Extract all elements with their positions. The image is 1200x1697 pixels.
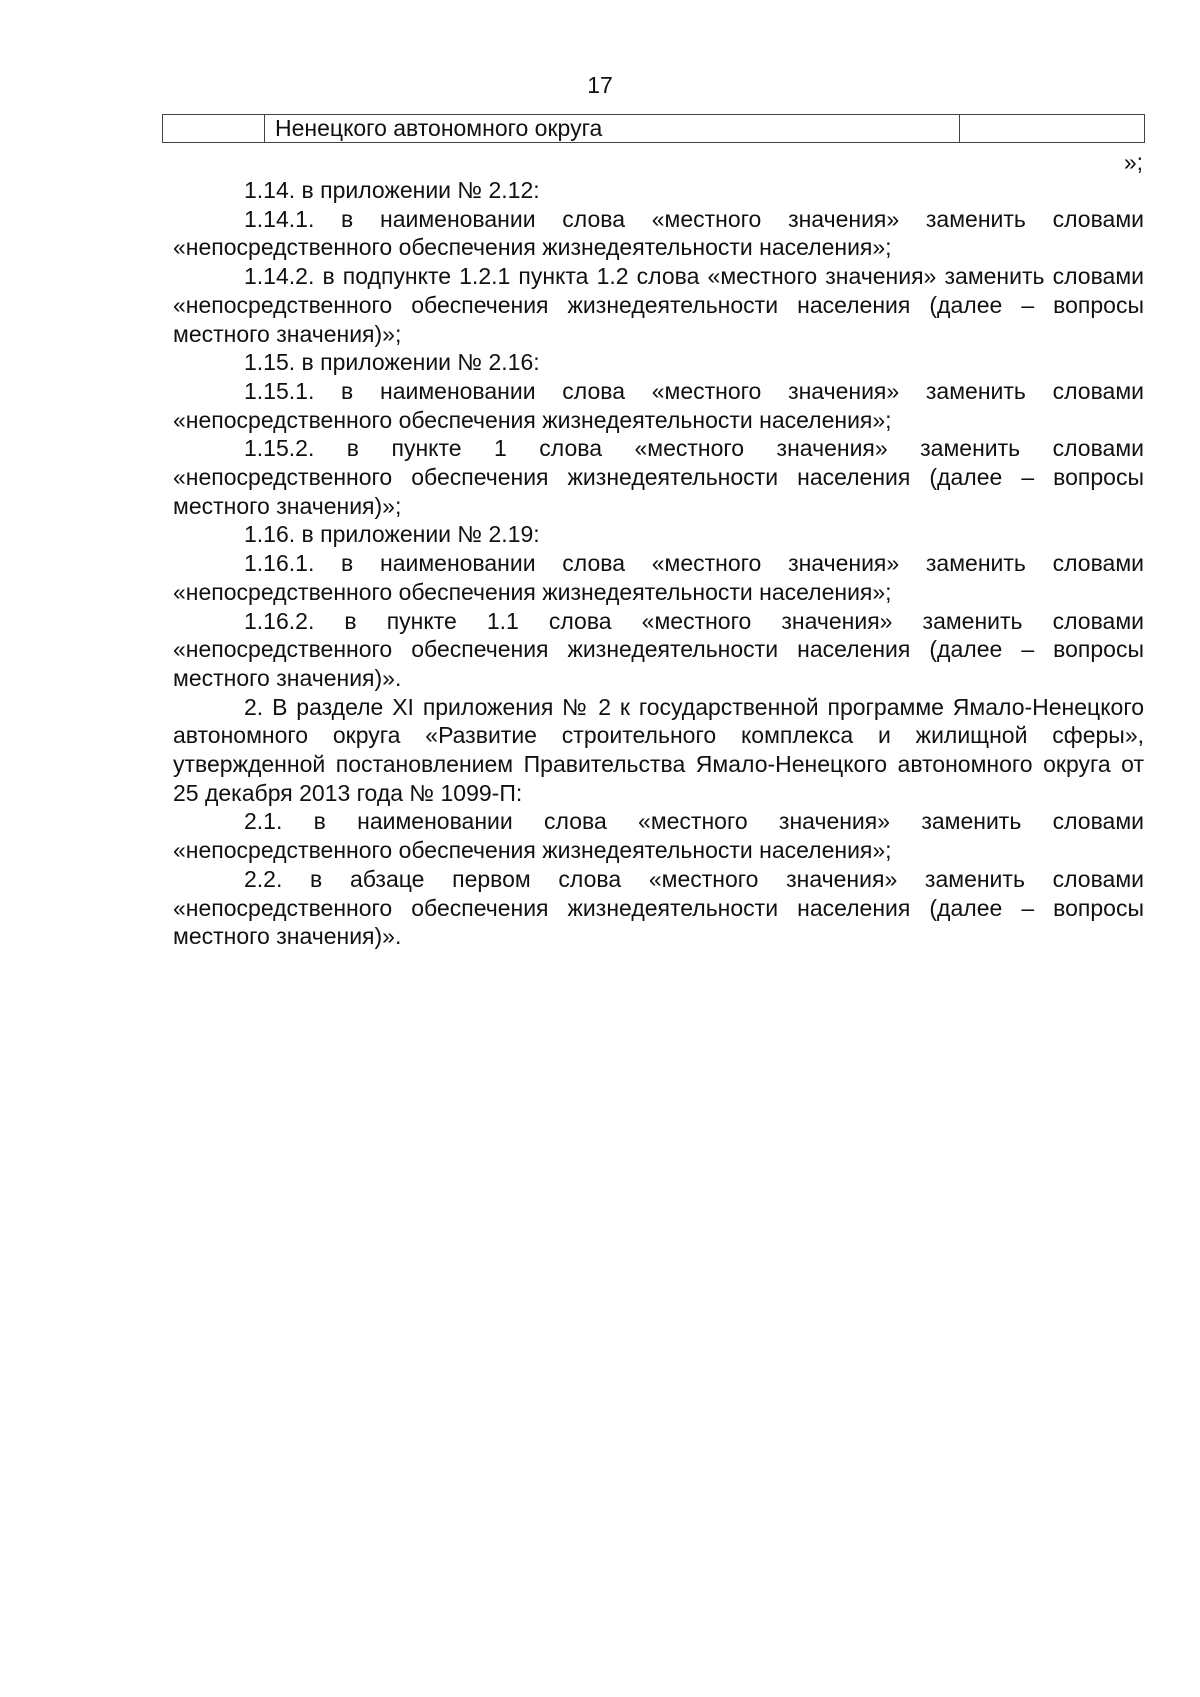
continuation-table: [162, 114, 1145, 143]
closing-quote-mark: »;: [1123, 149, 1143, 175]
paragraph-1-15: 1.15. в приложении № 2.16:: [244, 349, 540, 376]
paragraph-1-14: 1.14. в приложении № 2.12:: [244, 177, 540, 203]
table-cell-first: [163, 115, 265, 143]
table-row: [163, 115, 1145, 143]
paragraph-1-15-2: 1.15.2. в пункте 1 слова «местного значения» заменить словами «непосредственного обеспечения жизнедеятельности населения (далее – вопросы местного значения)»;: [173, 435, 1144, 519]
page-number: 17: [587, 72, 613, 98]
paragraph-1-14-1: 1.14.1. в наименовании слова «местного значения» заменить словами «непосредственного обеспечения жизнедеятельности населения»;: [173, 205, 1144, 261]
paragraph-1-16: 1.16. в приложении № 2.19:: [244, 521, 540, 548]
paragraph-2-2: 2.2. в абзаце первом слова «местного значения» заменить словами «непосредственного обеспечения жизнедеятельности населения (далее – вопросы местного значения)».: [173, 865, 1144, 950]
document-body: [173, 176, 1144, 951]
paragraph-2: 2. В разделе XI приложения № 2 к государственной программе Ямало-Ненецкого автономного округа «Развитие строительного комплекса и жилищной сферы», утвержденной постановлением Правительства Ямало-Ненецкого автономного округа от 25 декабря 2013 года № 1099-П:: [173, 693, 1144, 806]
paragraph-1-14-2: 1.14.2. в подпункте 1.2.1 пункта 1.2 слова «местного значения» заменить словами «непосредственного обеспечения жизнедеятельности населения (далее – вопросы местного значения)»;: [173, 263, 1144, 347]
paragraph-2-1: 2.1. в наименовании слова «местного значения» заменить словами «непосредственного обеспечения жизнедеятельности населения»;: [173, 808, 1144, 864]
paragraph-1-16-1: 1.16.1. в наименовании слова «местного значения» заменить словами «непосредственного обеспечения жизнедеятельности населения»;: [173, 550, 1144, 605]
table-cell-last: [960, 115, 1145, 143]
table-cell-region: Ненецкого автономного округа: [265, 115, 960, 143]
paragraph-1-16-2: 1.16.2. в пункте 1.1 слова «местного значения» заменить словами «непосредственного обеспечения жизнедеятельности населения (далее – вопросы местного значения)».: [173, 607, 1144, 691]
paragraph-1-15-1: 1.15.1. в наименовании слова «местного значения» заменить словами «непосредственного обеспечения жизнедеятельности населения»;: [173, 377, 1144, 433]
